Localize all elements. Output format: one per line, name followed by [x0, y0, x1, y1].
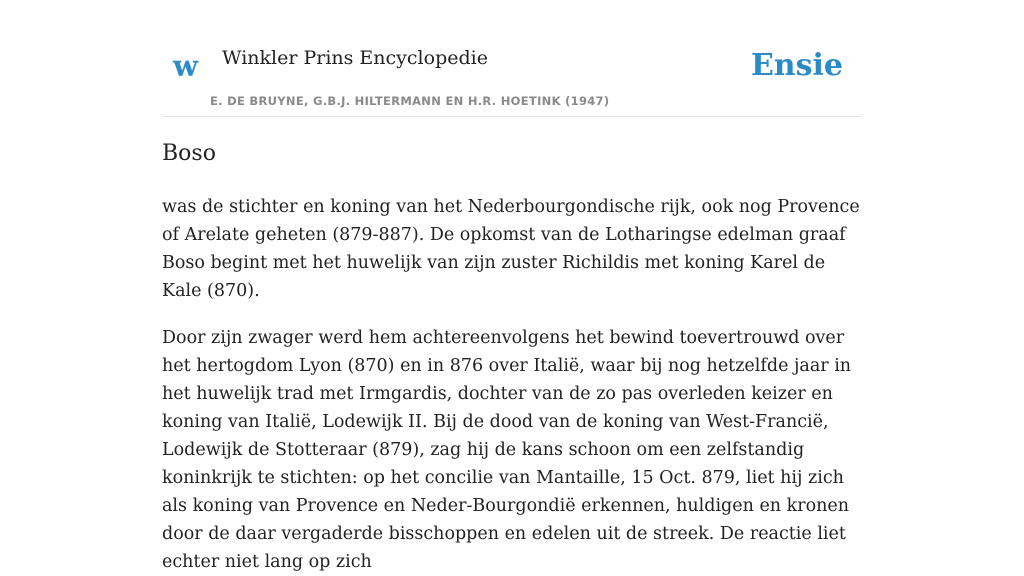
publication-title[interactable]: Winkler Prins Encyclopedie [222, 47, 488, 69]
article-paragraph: was de stichter en koning van het Nederbourgondische rijk, ook nog Provence of Arelate geheten (879-887). De opkomst van de Lotharingse edelman graaf Boso begint met het huwelijk van zijn zuster Richildis met koning Karel de Kale (870). [162, 197, 860, 301]
site-header [162, 0, 862, 117]
publication-authors: E. DE BRUYNE, G.B.J. HILTERMANN EN H.R. HOETINK (1947) [210, 94, 610, 108]
article-paragraph: Door zijn zwager werd hem achtereenvolgens het bewind toevertrouwd over het hertogdom Lyon (870) en in 876 over Italië, waar bij nog hetzelfde jaar in het huwelijk trad met Irmgardis, dochter van de zo pas overleden keizer en koning van Italië, Lodewijk II. Bij de dood van de koning van West-Francië, Lodewijk de Stotteraar (879), zag hij de kans schoon om een zelfstandig koninkrijk te stichten: op het concilie van Mantaille, 15 Oct. 879, liet hij zich als koning van Provence en Neder-Bourgondië erkennen, huldigen en kronen door de daar vergaderde bisschoppen en edelen uit de streek. De reactie liet echter niet lang op zich [162, 328, 852, 572]
ensie-brand-logo[interactable]: Ensie [750, 48, 843, 83]
article-title: Boso [162, 141, 216, 166]
article [162, 139, 862, 576]
publication-logo-icon[interactable]: w [173, 49, 198, 83]
